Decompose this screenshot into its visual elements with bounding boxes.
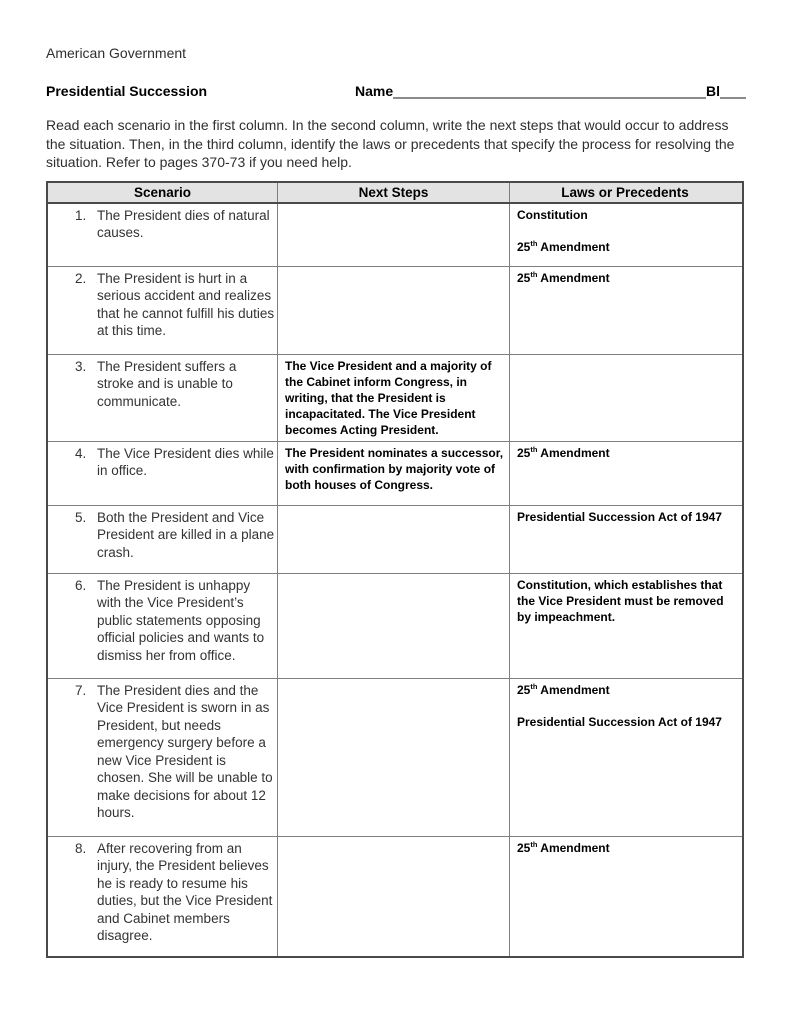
law-line: 25th Amendment: [517, 839, 610, 855]
scenario-cell: [48, 442, 278, 505]
table-row: [48, 442, 742, 506]
next-steps-cell: [278, 837, 510, 956]
scenario-cell: [48, 574, 278, 678]
scenario-number: 4.: [75, 445, 87, 461]
laws-cell: [510, 679, 740, 836]
next-steps-cell: The President nominates a successor, with confirmation by majority vote of both houses of Congress.: [278, 442, 510, 505]
laws-cell: [510, 204, 740, 266]
title-row: [46, 83, 746, 99]
worksheet-title: Presidential Succession: [46, 83, 208, 99]
name-blank-line: [393, 84, 706, 99]
law-line: 25th Amendment: [517, 238, 610, 254]
scenario-cell: [48, 204, 278, 266]
table-row: [48, 204, 742, 267]
scenario-text: The President is unhappy with the Vice President’s public statements opposing official policies and wants to dismiss her from office.: [97, 577, 265, 663]
law-line: [517, 698, 735, 714]
scenario-number: 1.: [75, 207, 87, 223]
scenario-text: The Vice President dies while in office.: [97, 445, 274, 478]
law-line: Presidential Succession Act of 1947: [517, 509, 722, 524]
law-line: 25th Amendment: [517, 269, 610, 285]
block-label: Bl: [706, 83, 720, 99]
table-row: [48, 355, 742, 442]
scenario-text: The President dies of natural causes.: [97, 207, 270, 240]
scenario-text: Both the President and Vice President are killed in a plane crash.: [97, 509, 275, 560]
scenario-text: The President suffers a stroke and is unable to communicate.: [97, 358, 237, 409]
scenario-number: 7.: [75, 682, 87, 698]
scenario-cell: [48, 355, 278, 441]
next-steps-cell: [278, 267, 510, 354]
succession-table: [46, 181, 744, 958]
scenario-text: The President is hurt in a serious accident and realizes that he cannot fulfill his duties at this time.: [97, 270, 275, 338]
next-steps-cell: [278, 506, 510, 573]
law-line: [517, 223, 735, 239]
table-body: [48, 204, 742, 956]
column-header-scenario: Scenario: [48, 183, 278, 202]
column-header-next-steps: Next Steps: [278, 183, 510, 202]
law-line: Constitution: [517, 207, 588, 222]
laws-cell: [510, 267, 740, 354]
table-row: [48, 506, 742, 574]
next-steps-cell: [278, 574, 510, 678]
laws-cell: [510, 355, 740, 441]
laws-cell: [510, 574, 740, 678]
scenario-cell: [48, 267, 278, 354]
law-line: 25th Amendment: [517, 444, 610, 460]
next-steps-cell: The Vice President and a majority of the Cabinet inform Congress, in writing, that the President is incapacitated. The Vice President becomes Acting President.: [278, 355, 510, 441]
course-title: American Government: [46, 45, 187, 61]
table-row: [48, 574, 742, 679]
laws-cell: [510, 837, 740, 956]
scenario-number: 8.: [75, 840, 87, 856]
next-steps-cell: [278, 204, 510, 266]
name-label: Name: [355, 83, 394, 99]
scenario-number: 5.: [75, 509, 87, 525]
scenario-number: 3.: [75, 358, 87, 374]
law-line: 25th Amendment: [517, 681, 610, 697]
scenario-text: After recovering from an injury, the President believes he is ready to resume his duties, but the Vice President and Cabinet members disagree.: [97, 840, 273, 943]
table-header-row: [48, 183, 742, 204]
scenario-number: 6.: [75, 577, 87, 593]
instructions-paragraph: Read each scenario in the first column. In the second column, write the next steps that would occur to address the situation. Then, in the third column, identify the laws or precedents that specify the process for resolving the situation. Refer to pages 370-73 if you need help.: [46, 117, 735, 170]
block-blank-line: [720, 84, 746, 99]
law-line: Presidential Succession Act of 1947: [517, 714, 722, 729]
laws-cell: [510, 506, 740, 573]
law-line: Constitution, which establishes that the Vice President must be removed by impeachment.: [517, 577, 724, 624]
table-row: [48, 837, 742, 956]
next-steps-cell: [278, 679, 510, 836]
column-header-laws: Laws or Precedents: [561, 184, 689, 200]
scenario-cell: [48, 679, 278, 836]
laws-cell: [510, 442, 740, 505]
table-row: [48, 679, 742, 837]
table-row: [48, 267, 742, 355]
scenario-cell: [48, 506, 278, 573]
scenario-text: The President dies and the Vice President is sworn in as President, but needs emergency surgery before a new Vice President is chosen. She will be unable to make decisions for about 12 hours.: [97, 682, 273, 820]
scenario-number: 2.: [75, 270, 87, 286]
scenario-cell: [48, 837, 278, 956]
